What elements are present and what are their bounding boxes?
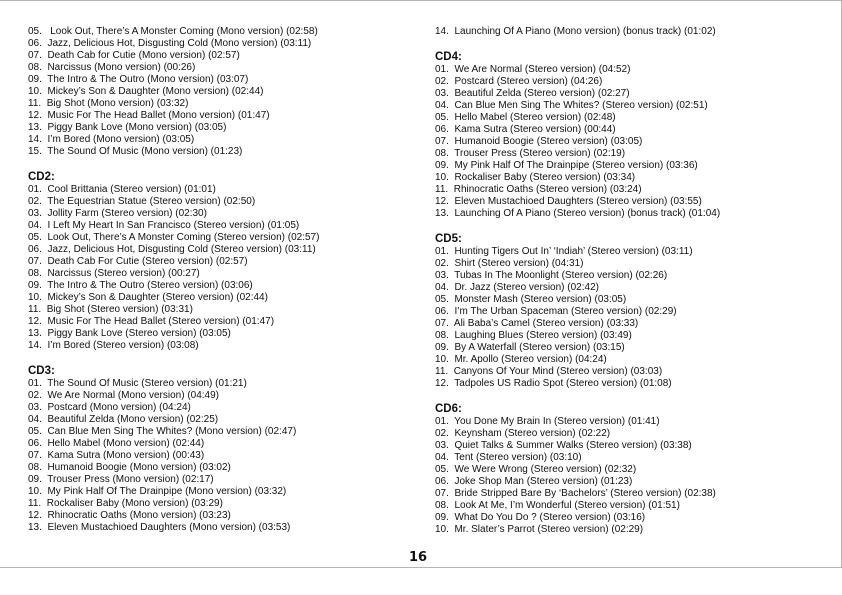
track-item: 10. Mickey’s Son & Daughter (Mono version) (02:44) xyxy=(28,86,264,97)
track-item: 02. Shirt (Stereo version) (04:31) xyxy=(435,258,584,269)
track-item: 05. Look Out, There’s A Monster Coming (Stereo version) (02:57) xyxy=(28,232,320,243)
bottom-border xyxy=(0,567,842,568)
track-item: 02. Keynsham (Stereo version) (02:22) xyxy=(435,428,611,439)
track-item: 07. Death Cab for Cutie (Mono version) (02:57) xyxy=(28,50,240,61)
track-item: 09. Trouser Press (Mono version) (02:17) xyxy=(28,474,214,485)
track-item: 01. Cool Brittania (Stereo version) (01:01) xyxy=(28,184,216,195)
track-item: 10. Mr. Slater’s Parrot (Stereo version) (02:29) xyxy=(435,524,644,535)
track-item: 10. Mickey’s Son & Daughter (Stereo version) (02:44) xyxy=(28,292,268,303)
track-item: 03. Tubas In The Moonlight (Stereo version) (02:26) xyxy=(435,270,668,281)
track-item: 09. By A Waterfall (Stereo version) (03:15) xyxy=(435,342,625,353)
track-item: 05. Hello Mabel (Stereo version) (02:48) xyxy=(435,112,616,123)
track-item: 06. Jazz, Delicious Hot, Disgusting Cold (Mono version) (03:11) xyxy=(28,38,312,49)
track-item: 13. Eleven Mustachioed Daughters (Mono version) (03:53) xyxy=(28,522,291,533)
track-item: 09. The Intro & The Outro (Stereo version) (03:06) xyxy=(28,280,253,291)
track-item: 03. Quiet Talks & Summer Walks (Stereo version) (03:38) xyxy=(435,440,692,451)
track-item: 06. Kama Sutra (Stereo version) (00:44) xyxy=(435,124,616,135)
disc-heading: CD4: xyxy=(435,51,462,63)
track-item: 12. Tadpoles US Radio Spot (Stereo version) (01:08) xyxy=(435,378,672,389)
track-item: 13. Piggy Bank Love (Mono version) (03:05) xyxy=(28,122,227,133)
track-item: 04. Tent (Stereo version) (03:10) xyxy=(435,452,582,463)
track-item: 07. Ali Baba’s Camel (Stereo version) (03:33) xyxy=(435,318,639,329)
track-item: 08. Look At Me, I’m Wonderful (Stereo version) (01:51) xyxy=(435,500,680,511)
disc-heading: CD3: xyxy=(28,365,55,377)
track-item: 02. The Equestrian Statue (Stereo version) (02:50) xyxy=(28,196,256,207)
track-item: 12. Eleven Mustachioed Daughters (Stereo version) (03:55) xyxy=(435,196,702,207)
track-item: 07. Humanoid Boogie (Stereo version) (03:05) xyxy=(435,136,643,147)
track-item: 10. Mr. Apollo (Stereo version) (04:24) xyxy=(435,354,607,365)
track-item: 07. Kama Sutra (Mono version) (00:43) xyxy=(28,450,205,461)
track-item: 14. Launching Of A Piano (Mono version) (bonus track) (01:02) xyxy=(435,26,716,37)
track-item: 04. Beautiful Zelda (Mono version) (02:25) xyxy=(28,414,219,425)
track-item: 12. Music For The Head Ballet (Mono version) (01:47) xyxy=(28,110,270,121)
track-item: 04. Can Blue Men Sing The Whites? (Stereo version) (02:51) xyxy=(435,100,708,111)
track-item: 06. Jazz, Delicious Hot, Disgusting Cold (Stereo version) (03:11) xyxy=(28,244,316,255)
track-item: 08. Narcissus (Stereo version) (00:27) xyxy=(28,268,200,279)
track-item: 03. Beautiful Zelda (Stereo version) (02:27) xyxy=(435,88,630,99)
track-item: 08. Laughing Blues (Stereo version) (03:49) xyxy=(435,330,632,341)
track-item: 05. Look Out, There’s A Monster Coming (Mono version) (02:58) xyxy=(28,26,318,37)
track-item: 11. Rhinocratic Oaths (Stereo version) (03:24) xyxy=(435,184,642,195)
track-item: 12. Rhinocratic Oaths (Mono version) (03:23) xyxy=(28,510,231,521)
track-item: 13. Launching Of A Piano (Stereo version) (bonus track) (01:04) xyxy=(435,208,721,219)
page-number: 16 xyxy=(408,550,428,565)
track-item: 02. Postcard (Stereo version) (04:26) xyxy=(435,76,603,87)
track-item: 14. I’m Bored (Stereo version) (03:08) xyxy=(28,340,199,351)
track-item: 04. I Left My Heart In San Francisco (Stereo version) (01:05) xyxy=(28,220,300,231)
disc-heading: CD5: xyxy=(435,233,462,245)
track-item: 05. We Were Wrong (Stereo version) (02:32) xyxy=(435,464,637,475)
track-item: 11. Big Shot (Mono version) (03:32) xyxy=(28,98,189,109)
left-column xyxy=(28,26,423,534)
track-item: 07. Bride Stripped Bare By ‘Bachelors’ (Stereo version) (02:38) xyxy=(435,488,716,499)
track-item: 08. Trouser Press (Stereo version) (02:19) xyxy=(435,148,626,159)
track-item: 06. Joke Shop Man (Stereo version) (01:23) xyxy=(435,476,633,487)
track-item: 05. Monster Mash (Stereo version) (03:05) xyxy=(435,294,627,305)
top-border xyxy=(0,0,842,1)
disc-heading: CD6: xyxy=(435,403,462,415)
track-item: 14. I’m Bored (Mono version) (03:05) xyxy=(28,134,195,145)
track-item: 09. My Pink Half Of The Drainpipe (Stereo version) (03:36) xyxy=(435,160,698,171)
track-item: 03. Postcard (Mono version) (04:24) xyxy=(28,402,191,413)
track-item: 09. The Intro & The Outro (Mono version) (03:07) xyxy=(28,74,249,85)
track-item: 05. Can Blue Men Sing The Whites? (Mono version) (02:47) xyxy=(28,426,297,437)
track-item: 01. You Done My Brain In (Stereo version) (01:41) xyxy=(435,416,660,427)
track-item: 10. Rockaliser Baby (Stereo version) (03:34) xyxy=(435,172,636,183)
disc-heading: CD2: xyxy=(28,171,55,183)
track-item: 06. I’m The Urban Spaceman (Stereo version) (02:29) xyxy=(435,306,677,317)
track-item: 01. The Sound Of Music (Stereo version) (01:21) xyxy=(28,378,247,389)
track-item: 01. We Are Normal (Stereo version) (04:52) xyxy=(435,64,631,75)
track-item: 15. The Sound Of Music (Mono version) (01:23) xyxy=(28,146,243,157)
track-item: 06. Hello Mabel (Mono version) (02:44) xyxy=(28,438,205,449)
track-item: 08. Humanoid Boogie (Mono version) (03:02) xyxy=(28,462,231,473)
track-item: 01. Hunting Tigers Out In’ ‘Indiah’ (Stereo version) (03:11) xyxy=(435,246,693,257)
track-item: 02. We Are Normal (Mono version) (04:49) xyxy=(28,390,220,401)
track-item: 04. Dr. Jazz (Stereo version) (02:42) xyxy=(435,282,599,293)
track-item: 07. Death Cab For Cutie (Stereo version) (02:57) xyxy=(28,256,248,267)
track-item: 08. Narcissus (Mono version) (00:26) xyxy=(28,62,196,73)
track-item: 13. Piggy Bank Love (Stereo version) (03:05) xyxy=(28,328,231,339)
track-item: 12. Music For The Head Ballet (Stereo version) (01:47) xyxy=(28,316,275,327)
track-item: 03. Jollity Farm (Stereo version) (02:30) xyxy=(28,208,207,219)
right-column xyxy=(435,26,835,536)
track-item: 09. What Do You Do ? (Stereo version) (03:16) xyxy=(435,512,646,523)
track-item: 11. Canyons Of Your Mind (Stereo version) (03:03) xyxy=(435,366,663,377)
track-item: 11. Rockaliser Baby (Mono version) (03:29) xyxy=(28,498,223,509)
track-item: 10. My Pink Half Of The Drainpipe (Mono version) (03:32) xyxy=(28,486,287,497)
track-item: 11. Big Shot (Stereo version) (03:31) xyxy=(28,304,193,315)
